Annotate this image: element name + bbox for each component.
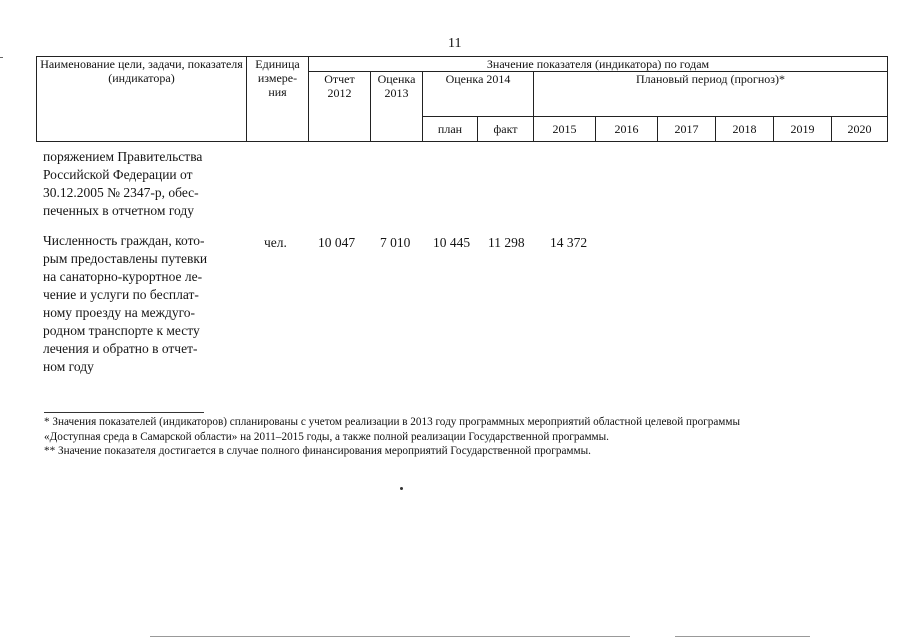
header-estimate-2014: Оценка 2014	[423, 72, 534, 117]
scan-speck	[400, 487, 403, 490]
header-name-column: Наименование цели, задачи, показателя (индикатора)	[37, 57, 247, 142]
text-line: на санаторно-курортное ле-	[43, 269, 203, 284]
header-estimate-2013: Оценка 2013	[371, 72, 423, 142]
text-line: ном году	[43, 359, 94, 374]
header-fact: факт	[478, 117, 534, 142]
header-year-2019: 2019	[774, 117, 832, 142]
margin-mark	[0, 57, 3, 58]
header-year-2018: 2018	[716, 117, 774, 142]
value-fact-2014: 11 298	[488, 235, 525, 250]
bottom-edge-line	[675, 636, 810, 637]
value-forecast-2015: 14 372	[550, 235, 588, 250]
header-plan: план	[423, 117, 478, 142]
text-line: Численность граждан, кото-	[43, 233, 205, 248]
header-values-group: Значение показателя (индикатора) по годам	[309, 57, 888, 72]
footnotes	[44, 415, 889, 459]
text-line: ному проезду на междуго-	[43, 305, 196, 320]
footnote-line: «Доступная среда в Самарской области» на 2011–2015 годы, а также полной реализации Государственной программы.	[44, 430, 609, 443]
header-year-2016: 2016	[596, 117, 658, 142]
text-line: лечения и обратно в отчет-	[43, 341, 198, 356]
text-line: печенных в отчетном году	[43, 203, 195, 218]
header-year-2015: 2015	[534, 117, 596, 142]
header-unit-column: Единица измере-ния	[247, 57, 309, 142]
bottom-edge-line	[150, 636, 630, 637]
value-plan-2014: 10 445	[433, 235, 471, 250]
indicator-name	[43, 232, 241, 376]
footnote-line: ** Значение показателя достигается в случае полного финансирования мероприятий Государственной программы.	[44, 445, 591, 457]
text-line: рым предоставлены путевки	[43, 251, 208, 266]
value-report-2012: 10 047	[318, 235, 356, 250]
footnote-line: * Значения показателей (индикаторов) спланированы с учетом реализации в 2013 году программных мероприятий областной целевой программы	[44, 416, 740, 428]
text-line: чение и услуги по бесплат-	[43, 287, 199, 302]
table-header	[36, 56, 888, 142]
text-line: 30.12.2005 № 2347-р, обес-	[43, 185, 199, 200]
page-number: 11	[448, 36, 462, 51]
header-report-2012: Отчет 2012	[309, 72, 371, 142]
header-planned-period: Плановый период (прогноз)*	[534, 72, 888, 117]
text-line: родном транспорте к месту	[43, 323, 200, 338]
continued-indicator-text	[43, 148, 241, 220]
text-line: Российской Федерации от	[43, 167, 193, 182]
value-estimate-2013: 7 010	[380, 235, 411, 250]
header-year-2017: 2017	[658, 117, 716, 142]
text-line: поряжением Правительства	[43, 149, 203, 164]
footnote-separator	[44, 412, 204, 413]
header-year-2020: 2020	[832, 117, 888, 142]
indicator-unit: чел.	[264, 235, 287, 250]
